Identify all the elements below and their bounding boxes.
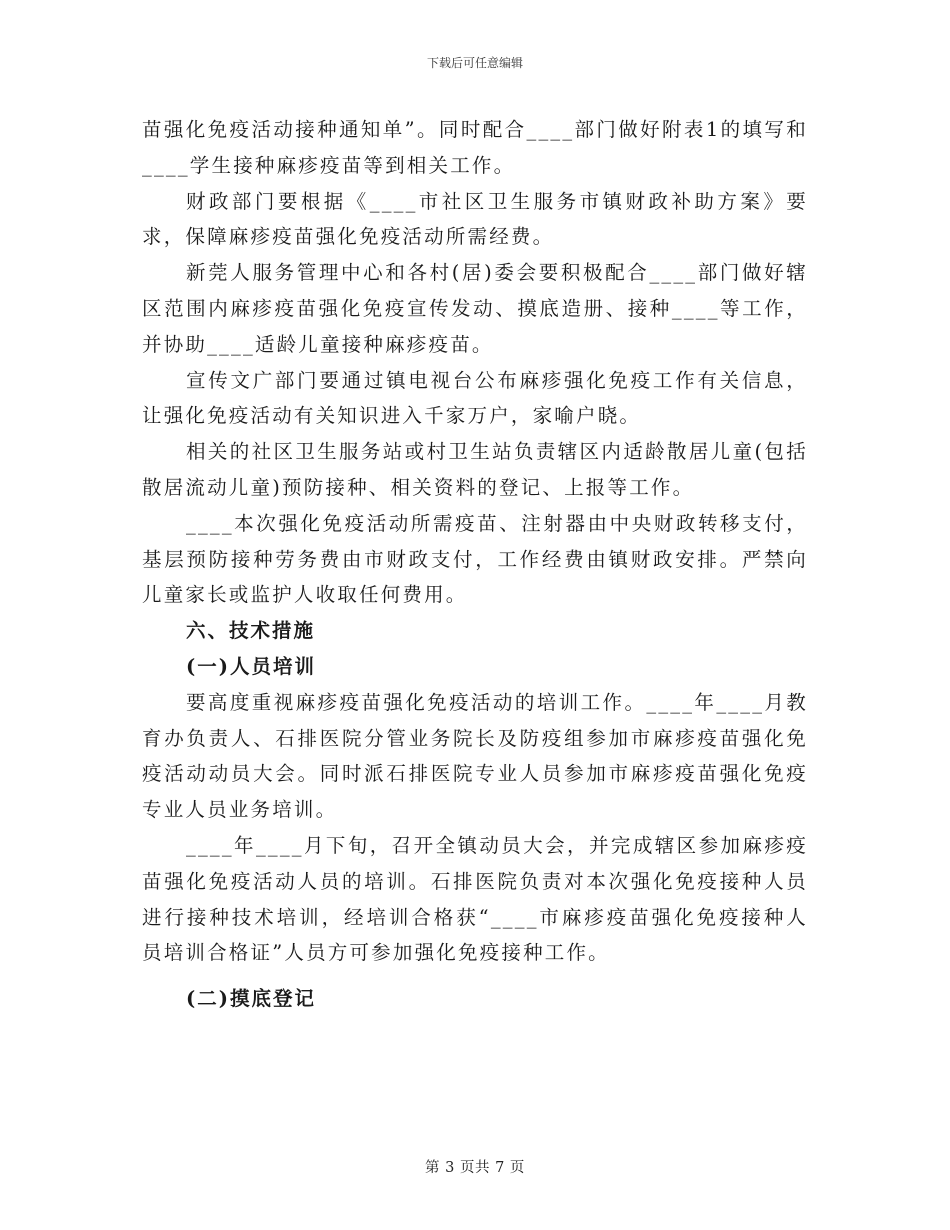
page-footer: 第 3 页共 7 页 [425, 1160, 525, 1176]
subsection-1-paragraph-1: 要高度重视麻疹疫苗强化免疫活动的培训工作。____年____月教育办负责人、石排医院分管业务院长及防疫组参加市麻疹疫苗强化免疫活动动员大会。同时派石排医院专业人员参加市麻疹疫苗强化免疫专业人员业务培训。 [142, 690, 808, 822]
paragraph-2: 财政部门要根据《____市社区卫生服务市镇财政补助方案》要求，保障麻疹疫苗强化免疫活动所需经费。 [142, 189, 808, 249]
paragraph-1: 苗强化免疫活动接种通知单”。同时配合____部门做好附表1的填写和____学生接种麻疹疫苗等到相关工作。 [142, 118, 808, 177]
subsection-1-paragraph-2: ____年____月下旬，召开全镇动员大会，并完成辖区参加麻疹疫苗强化免疫活动人员的培训。石排医院负责对本次强化免疫接种人员进行接种技术培训，经培训合格获“____市麻疹疫苗强化免疫接种人员培训合格证”人员方可参加强化免疫接种工作。 [142, 833, 808, 965]
subsection-heading-1: (一)人员培训 [186, 654, 316, 678]
page-header: 下载后可任意编辑 [426, 56, 523, 70]
paragraph-4: 宣传文广部门要通过镇电视台公布麻疹强化免疫工作有关信息，让强化免疫活动有关知识进入千家万户，家喻户晓。 [142, 368, 808, 428]
subsection-heading-2: (二)摸底登记 [186, 987, 316, 1011]
section-heading: 六、技术措施 [186, 619, 316, 643]
document-body [142, 112, 808, 1017]
paragraph-6: ____本次强化免疫活动所需疫苗、注射器由中央财政转移支付，基层预防接种劳务费由市财政支付，工作经费由镇财政安排。严禁向儿童家长或监护人收取任何费用。 [142, 511, 808, 607]
paragraph-5: 相关的社区卫生服务站或村卫生站负责辖区内适龄散居儿童(包括散居流动儿童)预防接种、相关资料的登记、上报等工作。 [142, 440, 808, 499]
paragraph-3: 新莞人服务管理中心和各村(居)委会要积极配合____部门做好辖区范围内麻疹疫苗强化免疫宣传发动、摸底造册、接种____等工作，并协助____适龄儿童接种麻疹疫苗。 [142, 261, 808, 356]
